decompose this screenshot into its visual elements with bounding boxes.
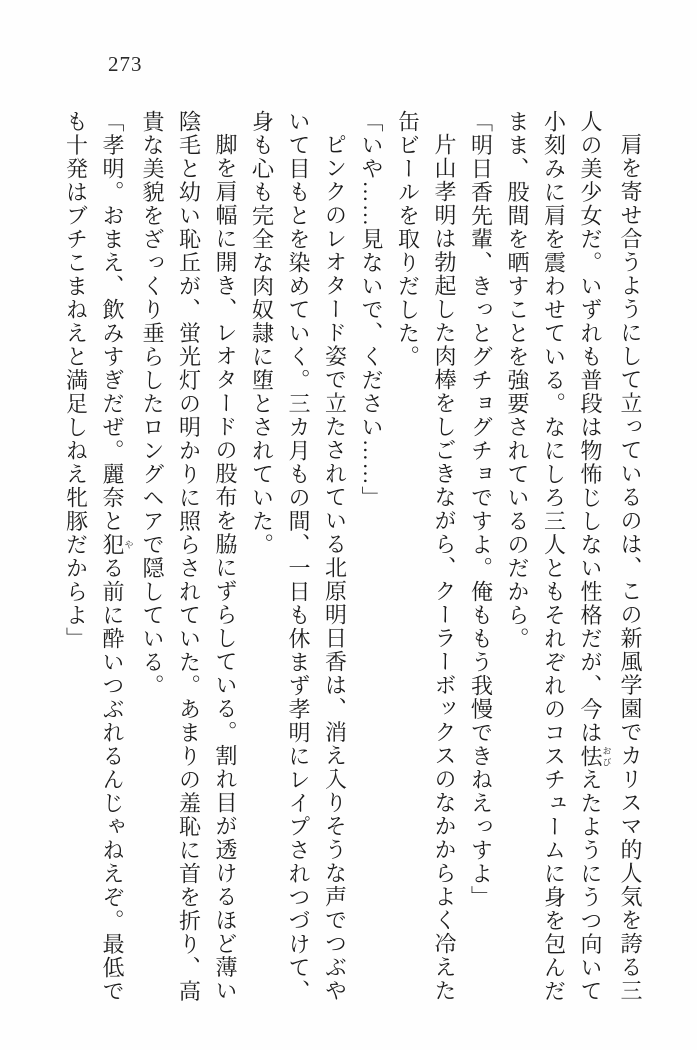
text-line: ピンクのレオタード姿で立たされている北原明日香は、消え入りそうな声でつぶや — [322, 133, 348, 1003]
ruby-annotated-char: 犯や — [100, 533, 134, 557]
text-columns — [64, 110, 648, 1010]
text-line: 「いや……見ないで、ください……」 — [359, 110, 384, 510]
ruby-annotated-char: 怯おび — [578, 744, 612, 768]
text-line: 人の美少女だ。いずれも普段は物怖じしない性格だが、今は怯おびえたようにうつ向いて — [578, 110, 612, 1003]
text-line: 脚を肩幅に開き、レオタードの股布を脇にずらしている。割れ目が透けるほど薄い — [213, 133, 238, 1003]
text-line: 陰毛と幼い恥丘が、蛍光灯の明かりに照らされていた。あまりの羞恥に首を折り、高 — [176, 110, 202, 1003]
text-line: まま、股間を晒すことを強要されているのだから。 — [505, 110, 530, 651]
text-line: 貴な美貌をざっくり垂らしたロングヘアで隠している。 — [140, 110, 165, 698]
text-line: も十発はブチこまねえと満足しねえ牝豚だからよ」 — [63, 110, 89, 651]
page-number: 273 — [108, 52, 143, 76]
text-line: 「孝明。おまえ、飲みすぎだぜ。麗奈と犯やる前に酔いつぶれるんじゃねえぞ。最低で — [100, 110, 134, 1003]
text-line: 片山孝明は勃起した肉棒をしごきながら、クーラーボックスのなかからよく冷えた — [432, 133, 457, 1003]
text-line: 小刻みに肩を震わせている。なにしろ三人ともそれぞれのコスチュームに身を包んだ — [541, 110, 567, 1003]
text-line: 缶ビールを取りだした。 — [395, 110, 421, 369]
text-line: いて目もとを染めていく。三カ月もの間、一日も休まず孝明にレイプされつづけて、 — [286, 110, 311, 1003]
text-line: 「明日香先輩、きっとグチョグチョですよ。俺ももう我慢できねえっすよ」 — [468, 110, 494, 909]
text-line: 身も心も完全な肉奴隷に堕とされていた。 — [249, 110, 275, 557]
text-line: 肩を寄せ合うようにして立っているのは、この新風学園でカリスマ的人気を誇る三 — [618, 133, 643, 1003]
